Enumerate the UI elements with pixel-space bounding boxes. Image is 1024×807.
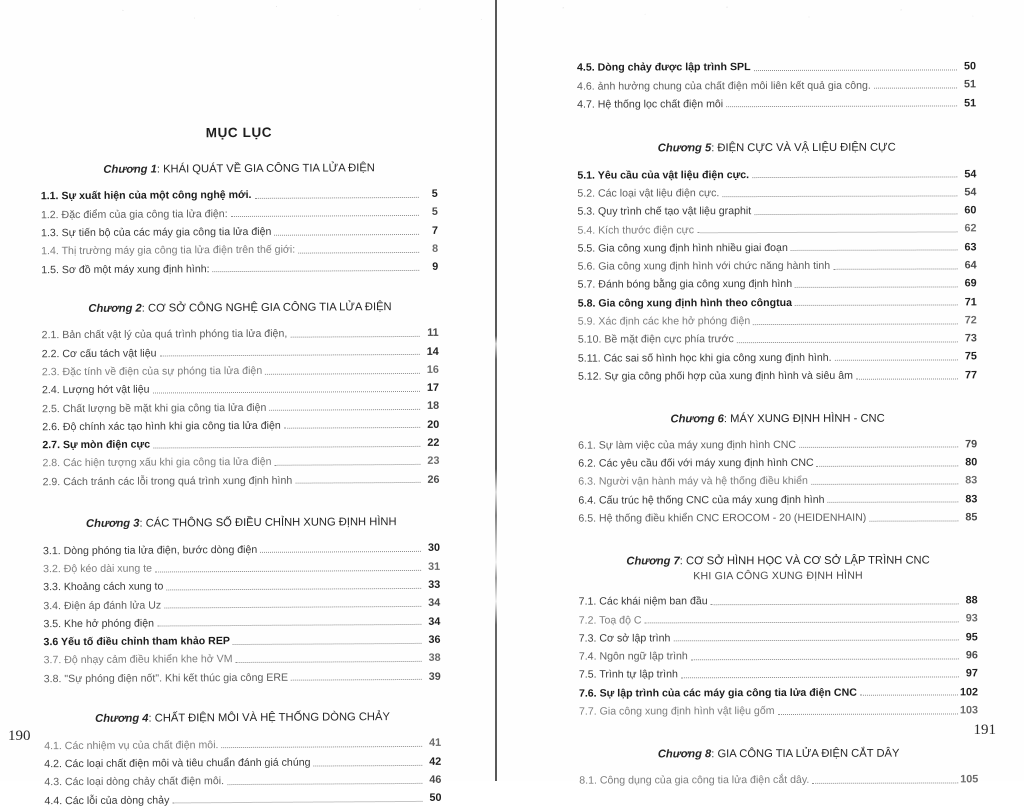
toc-entry-label: 4.1. Các nhiệm vụ của chất điện môi.	[44, 738, 219, 752]
dot-leader	[795, 286, 958, 289]
toc-entry-label: 3.2. Độ kéo dài xung te	[43, 562, 153, 576]
toc-entry[interactable]	[578, 334, 977, 346]
toc-entry-page-number: 103	[959, 704, 979, 717]
toc-entry[interactable]	[41, 225, 438, 238]
chapter-label: Chương 3	[85, 517, 140, 531]
toc-entry-label: 3.6 Yếu tố điều chỉnh tham khảo REP	[43, 635, 230, 649]
folio-right: 191	[973, 722, 996, 738]
chapter-separator: :	[156, 163, 160, 176]
toc-entry-page-number: 72	[964, 314, 977, 327]
toc-entry-page-number: 20	[427, 418, 440, 431]
toc-entry-page-number: 105	[960, 773, 979, 786]
dot-leader	[265, 371, 420, 374]
toc-entry-label: 4.7. Hệ thống lọc chất điện môi	[577, 97, 724, 111]
dot-leader	[697, 231, 957, 234]
toc-entry-label: 6.4. Cấu trúc hệ thống CNC của máy xung định hình	[578, 493, 825, 507]
toc-entry-label: 7.1. Các khái niệm ban đầu	[578, 595, 708, 608]
toc-entry-list	[579, 595, 978, 717]
toc-entry-label: 3.8. "Sự phóng điện nốt". Khi kết thúc gia công ERE	[43, 671, 289, 685]
toc-entry-page-number: 11	[427, 326, 439, 340]
right-page	[497, 0, 1024, 787]
toc-entry-page-number: 97	[965, 667, 978, 680]
dot-leader	[869, 519, 958, 521]
toc-entry-label: 6.2. Các yêu cầu đối với máy xung định hình CNC	[578, 457, 814, 470]
toc-entry-page-number: 36	[428, 633, 441, 646]
toc-entry[interactable]	[43, 598, 440, 611]
dot-leader	[799, 446, 958, 448]
toc-entry-label: 5.11. Các sai số hình học khi gia công xung định hình.	[577, 351, 832, 365]
toc-entry-page-number: 16	[426, 363, 439, 376]
toc-entry-label: 5.8. Gia công xung định hình theo côngtua	[577, 296, 792, 310]
toc-entry[interactable]	[579, 632, 978, 644]
toc-entry[interactable]	[578, 315, 977, 327]
right-chapter-list	[577, 141, 978, 786]
toc-entry[interactable]	[42, 365, 439, 378]
dot-leader	[284, 426, 420, 429]
toc-entry-page-number: 41	[429, 737, 442, 750]
dot-leader	[227, 782, 422, 785]
toc-entry[interactable]	[41, 189, 438, 202]
toc-entry-label: 2.8. Các hiện tượng xấu khi gia công tia lửa điện	[42, 456, 272, 470]
toc-entry[interactable]	[43, 562, 440, 575]
toc-entry[interactable]	[42, 383, 439, 396]
toc-entry[interactable]	[577, 98, 976, 110]
toc-entry[interactable]	[578, 352, 977, 364]
dot-leader	[752, 176, 957, 179]
toc-entry[interactable]	[42, 456, 439, 469]
dot-leader	[291, 678, 422, 681]
toc-entry[interactable]	[577, 224, 976, 236]
toc-entry-page-number: 9	[432, 261, 439, 274]
toc-entry-page-number: 51	[964, 96, 977, 110]
dot-leader	[860, 694, 958, 696]
toc-entry[interactable]	[578, 494, 977, 506]
toc-entry[interactable]	[44, 757, 441, 770]
chapter-heading	[43, 515, 440, 533]
toc-entry-label: 7.2. Toạ độ C	[578, 613, 642, 627]
dot-leader	[254, 196, 418, 199]
dot-leader	[153, 445, 420, 449]
toc-entry-label: 5.1. Yêu cầu của vật liệu điện cực.	[577, 168, 750, 182]
toc-entry-page-number: 69	[964, 277, 977, 290]
chapter-label: Chương 2	[88, 302, 142, 316]
toc-entry-label: 5.5. Gia công xung định hình nhiều giai đoạn	[577, 241, 788, 255]
toc-entry[interactable]	[42, 401, 439, 414]
left-page	[0, 0, 495, 807]
dot-leader	[711, 602, 959, 605]
toc-entry-label: 2.6. Độ chính xác tạo hình khi gia công tia lửa điện	[42, 419, 281, 434]
toc-entry-label: 8.1. Công dụng của gia công tia lửa điện cắt dây.	[579, 773, 810, 787]
toc-entry-label: 5.9. Xác định các khe hở phóng điện	[577, 315, 751, 328]
toc-entry[interactable]	[42, 438, 439, 451]
toc-entry-page-number: 26	[427, 473, 440, 486]
dot-leader	[155, 568, 421, 572]
left-page-content	[40, 0, 442, 807]
toc-entry-page-number: 46	[429, 773, 442, 786]
dot-leader	[856, 377, 958, 379]
toc-entry[interactable]	[44, 793, 441, 806]
dot-leader	[833, 267, 957, 269]
toc-entry[interactable]	[41, 207, 438, 220]
toc-entry-list	[43, 543, 441, 684]
dot-leader	[645, 621, 959, 624]
chapter-separator: :	[723, 412, 728, 425]
toc-entry[interactable]	[578, 260, 977, 272]
toc-entry-label: 3.5. Khe hở phóng điện	[43, 617, 155, 631]
dot-leader	[157, 623, 421, 627]
chapter-separator: :	[711, 142, 715, 155]
toc-entry-page-number: 93	[965, 612, 978, 625]
toc-entry-label: 4.2. Các loại chất điện môi và tiêu chuẩn đánh giá chúng	[44, 756, 311, 771]
toc-entry[interactable]	[579, 687, 978, 699]
chapter-label: Chương 8	[657, 747, 712, 761]
toc-entry[interactable]	[578, 457, 977, 469]
toc-entry-page-number: 83	[965, 474, 978, 487]
page-title: MỤC LỤC	[205, 124, 273, 141]
toc-entry-label: 4.5. Dòng chảy được lập trình SPL	[576, 61, 751, 74]
toc-entry-page-number: 18	[427, 400, 440, 413]
toc-entry[interactable]	[44, 738, 441, 751]
toc-entry-page-number: 77	[964, 369, 977, 382]
toc-entry-page-number: 30	[427, 542, 441, 555]
dot-leader	[691, 657, 959, 660]
toc-entry-page-number: 50	[429, 792, 442, 805]
toc-entry-label: 5.3. Quy trình chế tạo vật liệu graphit	[577, 205, 752, 218]
toc-entry[interactable]	[579, 705, 978, 717]
chapter-heading	[577, 141, 976, 157]
dot-leader	[153, 390, 420, 394]
toc-entry[interactable]	[579, 774, 978, 786]
toc-entry[interactable]	[42, 328, 439, 341]
dot-leader	[313, 763, 422, 766]
toc-entry-page-number: 14	[426, 345, 439, 358]
chapter-heading	[578, 411, 977, 427]
dot-leader	[817, 464, 959, 466]
toc-entry[interactable]	[43, 580, 440, 593]
chapter-heading	[41, 161, 438, 179]
toc-entry-label: 4.6. ảnh hưởng chung của chất điện môi liên kết quả gia công.	[577, 79, 871, 93]
toc-entry-page-number: 71	[964, 295, 977, 308]
toc-entry[interactable]	[578, 242, 977, 254]
toc-entry-page-number: 96	[965, 649, 978, 662]
dot-leader	[231, 214, 419, 217]
toc-entry-list	[44, 738, 441, 806]
toc-entry-page-number: 42	[429, 755, 442, 768]
toc-entry[interactable]	[578, 476, 977, 488]
chapter-title: KHÁI QUÁT VỀ GIA CÔNG TIA LỬA ĐIỆN	[159, 162, 375, 176]
toc-entry-label: 2.9. Cách tránh các lỗi trong quá trình xung định hình	[42, 474, 293, 488]
dot-leader	[726, 105, 957, 108]
toc-entry-page-number: 62	[964, 222, 977, 235]
dot-leader	[172, 800, 422, 804]
toc-entry-page-number: 31	[428, 560, 441, 573]
toc-entry-label: 6.5. Hệ thống điều khiển CNC EROCOM - 20 (HEIDENHAIN)	[578, 511, 867, 525]
dot-leader	[681, 675, 959, 678]
dot-leader	[166, 587, 421, 591]
chapter-separator: :	[679, 554, 683, 567]
dot-leader	[791, 249, 958, 252]
toc-entry[interactable]	[579, 614, 978, 626]
toc-entry[interactable]	[44, 671, 441, 684]
toc-entry-list	[41, 189, 439, 275]
toc-entry[interactable]	[577, 61, 976, 73]
chapter-separator: :	[141, 302, 145, 315]
toc-entry-page-number: 34	[428, 615, 441, 628]
toc-entry-label: 3.4. Điện áp đánh lửa Uz	[43, 599, 162, 612]
dot-leader	[754, 212, 957, 215]
toc-entry-page-number: 95	[965, 631, 978, 644]
chapter-label: Chương 1	[103, 163, 157, 176]
toc-entry-label: 5.2. Các loại vật liệu điện cực.	[577, 187, 720, 200]
toc-entry[interactable]	[578, 297, 977, 309]
toc-entry-label: 1.3. Sự tiến bộ của các máy gia công tia lửa điện	[40, 225, 272, 240]
dot-leader	[737, 340, 958, 343]
chapter-title: MÁY XUNG ĐỊNH HÌNH - CNC	[726, 412, 885, 425]
dot-leader	[236, 660, 422, 663]
toc-entry-label: 4.4. Các lỗi của dòng chảy	[44, 794, 170, 807]
dot-leader	[835, 359, 958, 361]
chapter-label: Chương 5	[657, 142, 712, 155]
toc-entry-label: 2.5. Chất lượng bề mặt khi gia công tia lửa điện	[42, 401, 267, 415]
chapter-title: CÁC THÔNG SỐ ĐIỀU CHỈNH XUNG ĐỊNH HÌNH	[142, 516, 397, 530]
toc-entry[interactable]	[577, 80, 976, 92]
toc-entry-label: 3.7. Độ nhạy cảm điều khiển khe hở VM	[43, 653, 233, 667]
toc-entry[interactable]	[578, 512, 977, 524]
chapter-label: Chương 7	[626, 554, 680, 568]
folio-left: 190	[8, 728, 31, 744]
chapter-title: CƠ SỞ HÌNH HỌC VÀ CƠ SỞ LẬP TRÌNH CNC	[682, 554, 930, 567]
dot-leader	[213, 269, 420, 272]
toc-entry-label: 5.10. Bề mặt điện cực phía trước	[577, 333, 734, 347]
toc-entry-page-number: 80	[965, 456, 978, 469]
toc-entry[interactable]	[579, 669, 978, 681]
dot-leader	[274, 463, 420, 466]
dot-leader	[164, 605, 421, 609]
toc-entry-label: 2.3. Đặc tính về điện của sự phóng tia lửa điện	[41, 364, 263, 379]
toc-entry-list	[579, 774, 978, 786]
toc-entry-page-number: 8	[432, 242, 439, 255]
toc-entry[interactable]	[578, 439, 977, 451]
toc-entry-label: 1.2. Đặc điểm của gia công tia lửa điện:	[40, 207, 228, 221]
toc-entry[interactable]	[43, 616, 440, 629]
toc-entry[interactable]	[43, 474, 440, 487]
toc-entry-label: 2.4. Lượng hớt vật liệu	[41, 383, 150, 397]
toc-entry-page-number: 50	[963, 60, 977, 73]
toc-entry-label: 5.4. Kích thước điện cực	[577, 223, 695, 237]
toc-entry[interactable]	[42, 346, 439, 359]
dot-leader	[828, 501, 959, 503]
toc-entry-label: 7.4. Ngôn ngữ lập trình	[578, 650, 688, 663]
toc-entry[interactable]	[44, 775, 441, 788]
toc-entry-label: 1.4. Thị trường máy gia công tia lửa điện trên thế giới:	[41, 243, 296, 258]
toc-entry-page-number: 63	[964, 241, 977, 254]
toc-entry-page-number: 33	[428, 578, 441, 591]
toc-entry-label: 3.1. Dòng phóng tia lửa điện, bước dòng điện	[42, 543, 258, 557]
chapter-label: Chương 6	[670, 412, 724, 425]
dot-leader	[754, 68, 957, 71]
left-chapter-list	[41, 161, 442, 807]
toc-entry-page-number: 64	[964, 259, 977, 272]
toc-entry-page-number: 102	[959, 685, 978, 698]
toc-entry-label: 5.7. Đánh bóng bằng gia công xung định hình	[577, 278, 793, 292]
dot-leader	[874, 87, 957, 89]
chapter-title: CHẤT ĐIỆN MÔI VÀ HỆ THỐNG DÒNG CHẢY	[151, 711, 390, 725]
toc-entry[interactable]	[578, 370, 977, 382]
chapter-label: Chương 4	[95, 712, 149, 726]
chapter-heading	[41, 300, 438, 318]
toc-entry[interactable]	[44, 653, 441, 666]
toc-entry-page-number: 5	[431, 206, 438, 219]
toc-entry-page-number: 22	[427, 436, 440, 449]
toc-entry-label: 7.5. Trình tự lập trình	[578, 668, 678, 682]
dot-leader	[295, 481, 420, 484]
toc-entry[interactable]	[43, 543, 440, 556]
toc-entry-label: 2.2. Cơ cấu tách vật liệu	[41, 347, 157, 360]
toc-entry-label: 5.12. Sự gia công phối hợp của xung định hình và siêu âm	[577, 369, 853, 383]
toc-entry-page-number: 38	[428, 652, 441, 665]
dot-leader	[753, 322, 958, 325]
toc-entry-page-number: 60	[964, 204, 977, 217]
dot-leader	[795, 304, 958, 307]
toc-entry[interactable]	[44, 635, 441, 648]
toc-entry-label: 2.7. Sự mòn điện cực	[42, 438, 151, 452]
dot-leader	[673, 639, 958, 642]
toc-entry-page-number: 34	[428, 597, 441, 610]
toc-entry[interactable]	[579, 595, 978, 607]
toc-entry-page-number: 39	[428, 670, 441, 683]
toc-entry[interactable]	[578, 279, 977, 291]
toc-entry-page-number: 88	[965, 594, 978, 607]
toc-entry-page-number: 7	[431, 224, 439, 237]
chapter-separator: :	[711, 747, 715, 760]
dot-leader	[812, 781, 958, 783]
chapter-heading	[44, 710, 441, 728]
toc-entry-page-number: 51	[964, 78, 977, 91]
chapter-separator: :	[148, 712, 152, 725]
dot-leader	[233, 642, 422, 645]
dot-leader	[274, 232, 419, 235]
toc-entry[interactable]	[577, 169, 976, 181]
toc-entry-page-number: 75	[964, 350, 977, 363]
toc-entry-label: 7.3. Cơ sở lập trình	[578, 632, 671, 645]
dot-leader	[260, 550, 421, 553]
right-page-content	[576, 0, 979, 787]
toc-entry-page-number: 83	[965, 492, 978, 505]
toc-entry-list	[578, 439, 977, 524]
dot-leader	[811, 482, 958, 484]
toc-entry-page-number: 54	[964, 167, 977, 180]
toc-entry-label: 5.6. Gia công xung định hình với chức năng hành tinh	[577, 260, 831, 273]
chapter-subtitle: KHI GIA CÔNG XUNG ĐỊNH HÌNH	[693, 569, 863, 583]
chapter-heading	[579, 553, 978, 584]
dot-leader	[298, 251, 419, 254]
dot-leader	[290, 335, 419, 338]
chapter-title: GIA CÔNG TIA LỬA ĐIỆN CẮT DÂY	[714, 747, 900, 760]
toc-entry[interactable]	[42, 419, 439, 432]
dot-leader	[221, 745, 422, 748]
toc-entry-page-number: 17	[426, 381, 440, 394]
dot-leader	[269, 408, 420, 411]
chapter-title: ĐIỆN CỰC VÀ VẬ LIỆU ĐIỆN CỰC	[714, 142, 896, 155]
dot-leader	[722, 194, 957, 197]
toc-entry-label: 6.1. Sự làm việc của máy xung định hình CNC	[578, 438, 797, 452]
toc-entry-list	[42, 328, 440, 488]
toc-entry[interactable]	[41, 262, 438, 275]
toc-entry[interactable]	[577, 205, 976, 217]
toc-entry-page-number: 54	[964, 186, 977, 199]
toc-entry-label: 3.3. Khoảng cách xung to	[43, 580, 164, 594]
toc-entry-label: 4.3. Các loại dòng chảy chất điện môi.	[44, 775, 225, 789]
dot-leader	[778, 712, 958, 715]
dot-leader	[159, 353, 419, 357]
toc-entry-page-number: 73	[964, 332, 977, 345]
toc-entry-page-number: 5	[431, 187, 438, 200]
toc-entry-label: 7.6. Sự lập trình của các máy gia công tia lửa điện CNC	[578, 686, 857, 700]
toc-entry-label: 1.5. Sơ đồ một máy xung định hình:	[41, 262, 210, 276]
toc-entry-label: 1.1. Sự xuất hiện của một công nghệ mới.	[40, 189, 252, 203]
toc-entry-label: 7.7. Gia công xung định hình vật liệu gốm	[578, 705, 775, 718]
toc-entry-page-number: 85	[965, 511, 978, 524]
toc-entry-list	[577, 169, 977, 382]
chapter-separator: :	[139, 517, 143, 530]
toc-entry-page-number: 79	[965, 438, 978, 451]
toc-entry[interactable]	[577, 187, 976, 199]
toc-entry-label: 2.1. Bản chất vật lý của quá trình phóng tia lửa điện,	[41, 328, 288, 342]
toc-entry-page-number: 23	[427, 455, 440, 468]
toc-entry[interactable]	[41, 244, 438, 257]
continued-entry-list	[577, 0, 976, 110]
chapter-title: CƠ SỞ CÔNG NGHỆ GIA CÔNG TIA LỬA ĐIỆN	[144, 301, 392, 315]
toc-entry-label: 6.3. Người vận hành máy và hệ thống điều khiển	[578, 475, 808, 489]
toc-entry[interactable]	[579, 650, 978, 662]
chapter-heading	[579, 746, 978, 762]
